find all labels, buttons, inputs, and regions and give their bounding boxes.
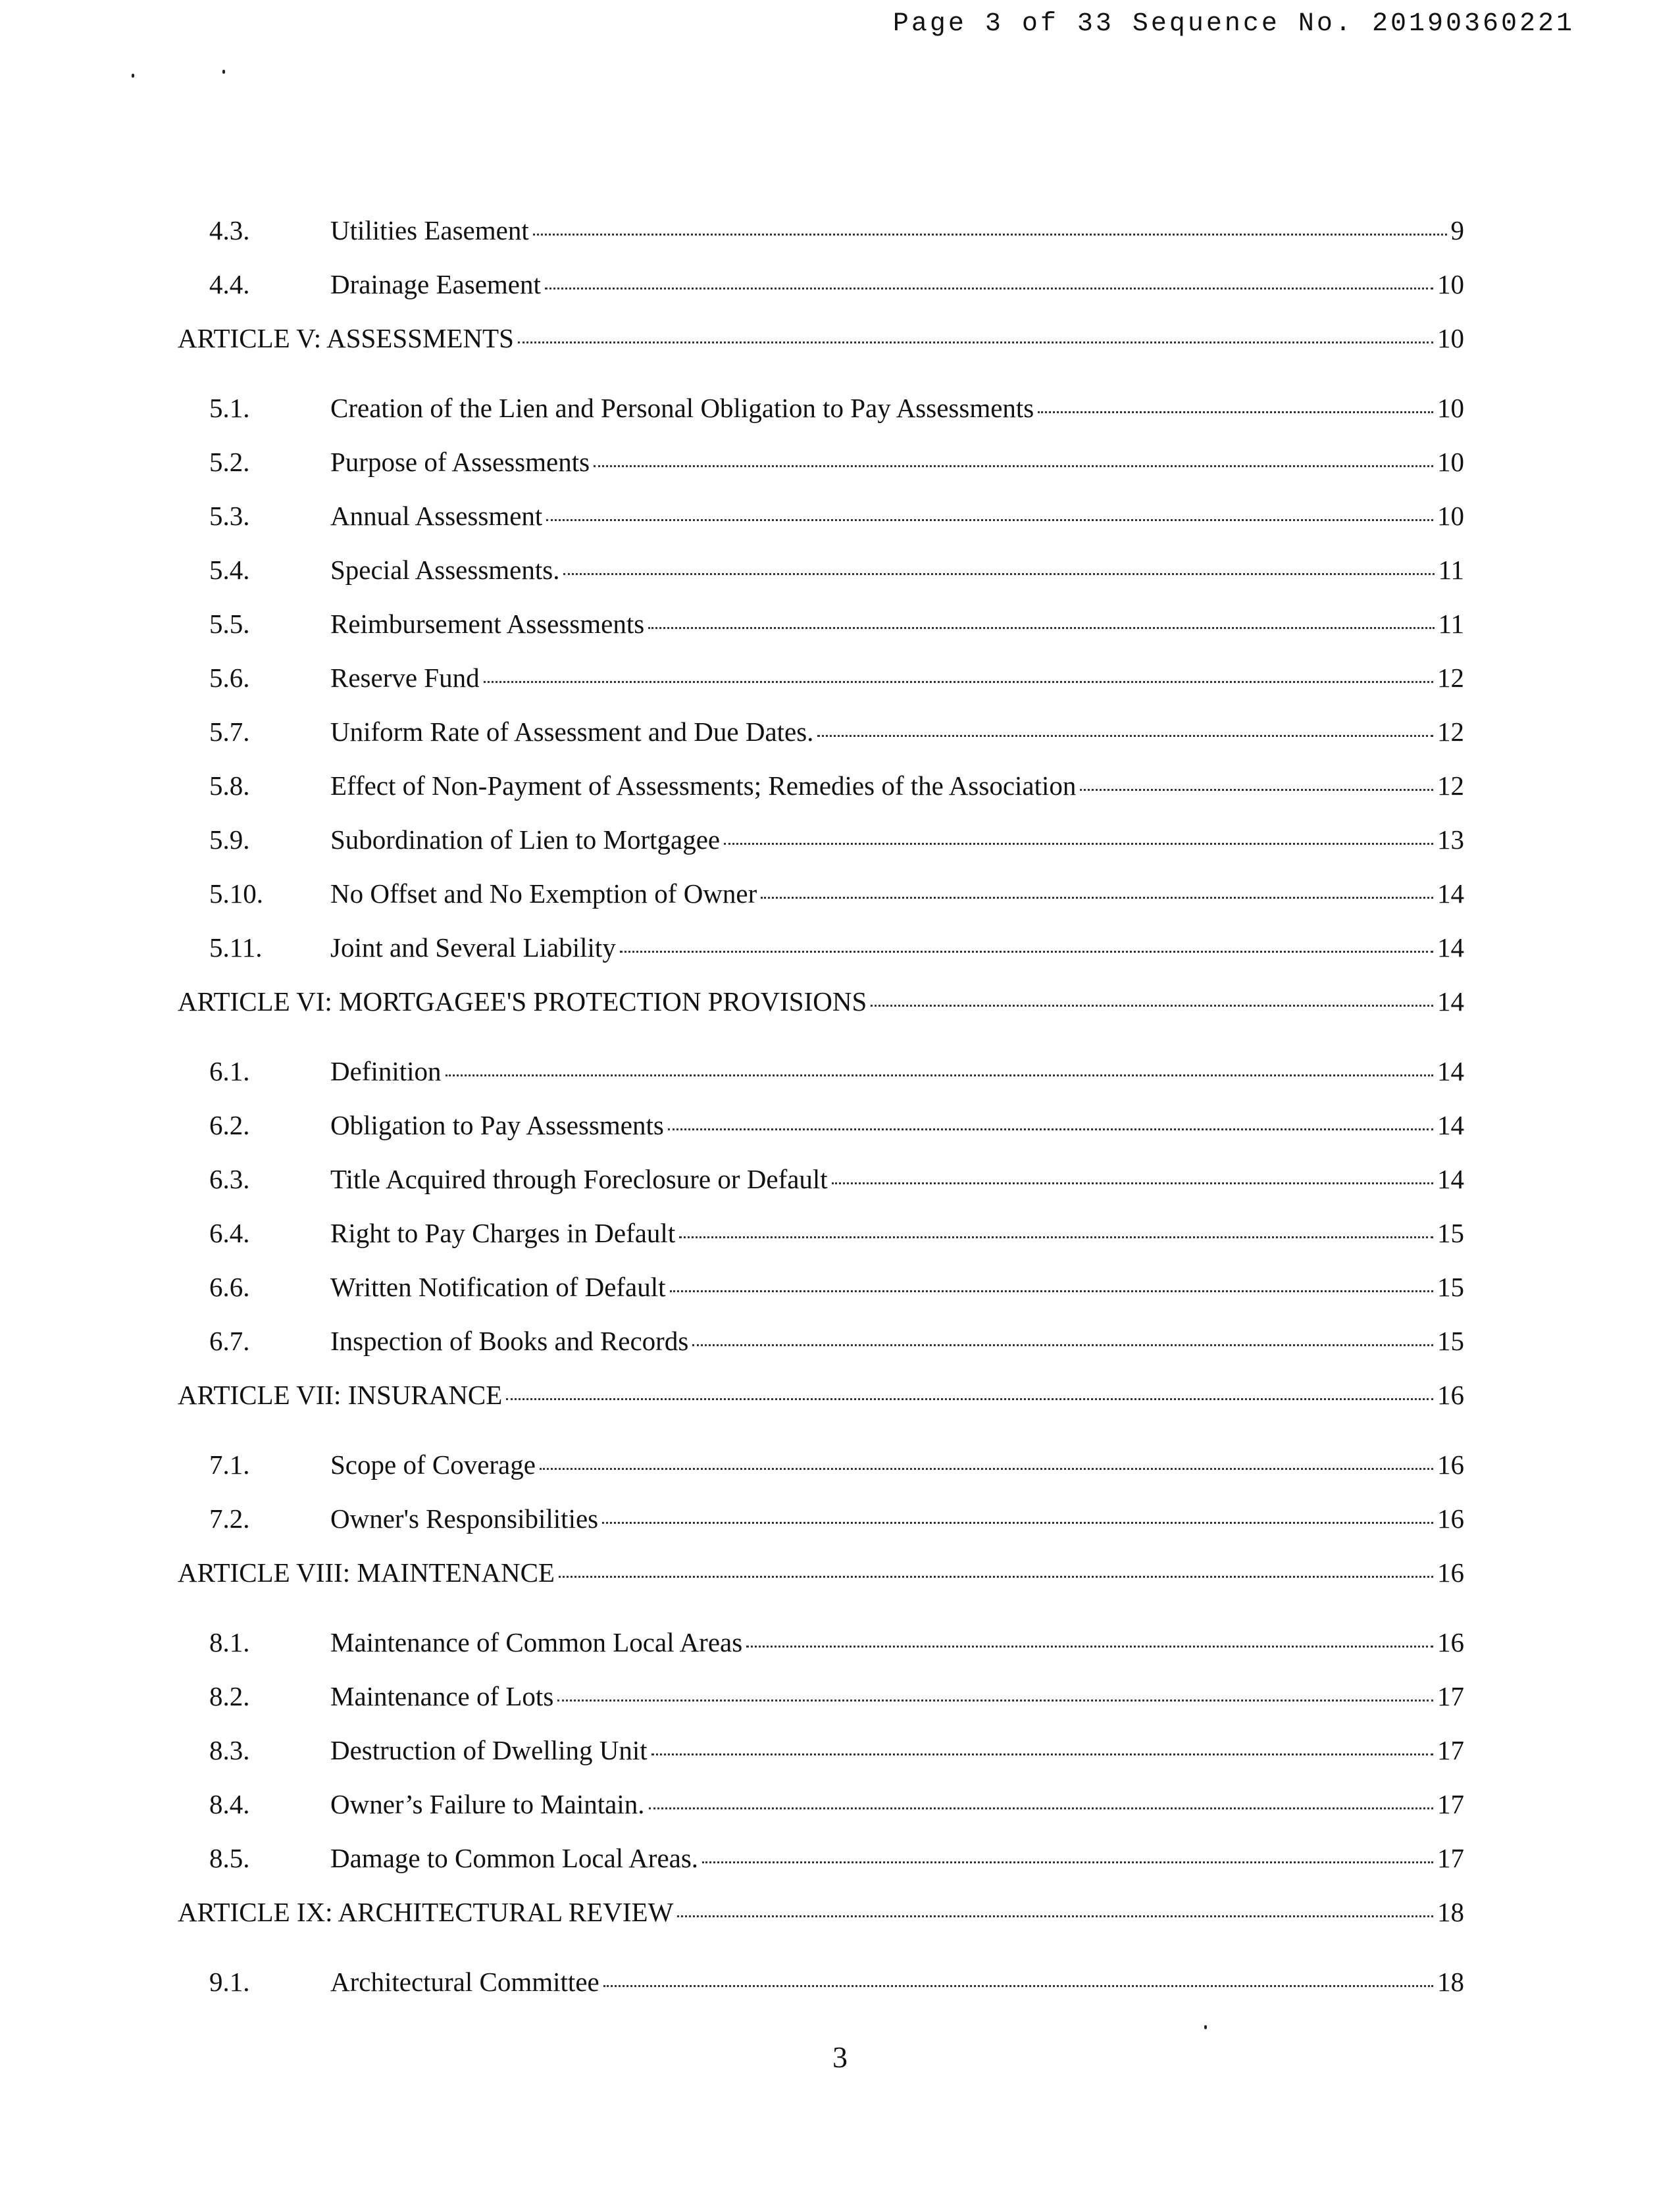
toc-entry-number: 9.1. — [209, 1967, 250, 1997]
toc-entry — [178, 434, 1464, 488]
toc-entry-title: Uniform Rate of Assessment and Due Dates. — [330, 717, 814, 747]
toc-entry — [178, 1097, 1464, 1151]
toc-entry — [178, 1313, 1464, 1367]
toc-entry-number: 6.3. — [209, 1164, 250, 1194]
toc-page-number: 14 — [1437, 1056, 1464, 1086]
toc-entry-title: ARTICLE VI: MORTGAGEE'S PROTECTION PROVISIONS — [178, 986, 867, 1017]
dot-leader — [679, 1236, 1433, 1238]
toc-entry-title-line — [330, 1109, 1464, 1141]
toc-page-number: 17 — [1437, 1843, 1464, 1873]
dot-leader — [668, 1128, 1433, 1130]
toc-entry-title: Effect of Non-Payment of Assessments; Remedies of the Association — [330, 770, 1077, 801]
dot-leader — [702, 1861, 1433, 1863]
toc-entry-title-line — [330, 554, 1464, 586]
dot-leader — [546, 519, 1433, 521]
dot-leader — [724, 843, 1433, 845]
toc-entry — [178, 1723, 1464, 1777]
toc-entry-title-line — [330, 268, 1464, 300]
toc-page-number: 16 — [1437, 1503, 1464, 1534]
toc-entry-title: Maintenance of Common Local Areas — [330, 1627, 743, 1657]
toc-page-number: 11 — [1438, 609, 1464, 639]
toc-page-number: 10 — [1437, 323, 1464, 353]
toc-entry-number: 6.7. — [209, 1326, 250, 1356]
dot-leader — [1080, 789, 1433, 791]
toc-article-heading — [178, 1545, 1464, 1599]
toc-article-heading — [178, 311, 1464, 365]
toc-entry-number: 5.5. — [209, 609, 250, 639]
dot-leader — [545, 288, 1433, 290]
toc-entry-title: Special Assessments. — [330, 555, 560, 585]
toc-page-number: 9 — [1450, 215, 1464, 245]
toc-article-heading — [178, 974, 1464, 1028]
toc-entry-title: Inspection of Books and Records — [330, 1326, 689, 1356]
toc-page-number: 16 — [1437, 1557, 1464, 1588]
toc-entry — [178, 1777, 1464, 1830]
toc-entry — [178, 488, 1464, 542]
toc-entry-title-line — [330, 1055, 1464, 1087]
toc-page-number: 12 — [1437, 770, 1464, 801]
dot-leader — [620, 951, 1433, 953]
toc-article-heading — [178, 1884, 1464, 1938]
toc-entry-title-line — [178, 322, 1464, 354]
toc-entry-number: 6.6. — [209, 1272, 250, 1302]
toc-entry-number: 4.4. — [209, 269, 250, 299]
toc-entry-number: 8.4. — [209, 1789, 250, 1819]
dot-leader — [557, 1700, 1433, 1701]
toc-page-number: 18 — [1437, 1897, 1464, 1927]
dot-leader — [484, 681, 1433, 683]
dot-leader — [445, 1074, 1433, 1076]
dot-leader — [871, 1005, 1433, 1007]
toc-page-number: 14 — [1437, 1110, 1464, 1140]
dot-leader — [651, 1753, 1433, 1755]
toc-page-number: 15 — [1437, 1272, 1464, 1302]
toc-entry — [178, 920, 1464, 974]
toc-entry — [178, 1437, 1464, 1491]
toc-entry-title-line — [330, 1163, 1464, 1195]
toc-entry-title: ARTICLE VIII: MAINTENANCE — [178, 1557, 555, 1588]
dot-leader — [649, 1807, 1434, 1809]
dot-leader — [518, 341, 1433, 343]
toc-entry-title-line — [178, 1557, 1464, 1588]
toc-entry — [178, 380, 1464, 434]
toc-entry-title-line — [178, 1379, 1464, 1411]
toc-entry-title: Purpose of Assessments — [330, 447, 590, 477]
toc-page-number: 13 — [1437, 824, 1464, 855]
toc-entry-number: 5.9. — [209, 824, 250, 855]
toc-entry-number: 4.3. — [209, 215, 250, 245]
toc-entry-number: 6.1. — [209, 1056, 250, 1086]
toc-entry — [178, 1044, 1464, 1097]
toc-page-number: 12 — [1437, 663, 1464, 693]
toc-entry-title: Owner’s Failure to Maintain. — [330, 1789, 645, 1819]
toc-entry-number: 5.1. — [209, 393, 250, 423]
page-number: 3 — [832, 2040, 848, 2074]
toc-entry-title-line — [330, 770, 1464, 801]
toc-entry-number: 5.4. — [209, 555, 250, 585]
toc-page-number: 10 — [1437, 393, 1464, 423]
toc-entry — [178, 1259, 1464, 1313]
toc-entry — [178, 812, 1464, 866]
page-header: Page 3 of 33 Sequence No. 20190360221 — [892, 9, 1575, 39]
dot-leader — [832, 1182, 1433, 1184]
dot-leader — [761, 897, 1433, 899]
toc-entry — [178, 1205, 1464, 1259]
toc-entry-title-line — [330, 662, 1464, 693]
toc-entry-title-line — [330, 878, 1464, 909]
toc-entry-title-line — [330, 214, 1464, 246]
toc-entry-number: 6.4. — [209, 1218, 250, 1248]
scan-speck — [1204, 2025, 1207, 2029]
toc-entry-number: 5.10. — [209, 878, 263, 909]
toc-entry-title: Written Notification of Default — [330, 1272, 666, 1302]
toc-entry-title-line — [330, 1734, 1464, 1766]
toc-entry-title: Reserve Fund — [330, 663, 480, 693]
toc-page-number: 17 — [1437, 1735, 1464, 1765]
toc-entry — [178, 1491, 1464, 1545]
toc-entry — [178, 758, 1464, 812]
toc-entry — [178, 1615, 1464, 1669]
toc-entry — [178, 1669, 1464, 1723]
toc-entry-title: No Offset and No Exemption of Owner — [330, 878, 757, 909]
toc-entry-title-line — [330, 1503, 1464, 1534]
toc-page-number: 14 — [1437, 986, 1464, 1017]
toc-entry-title-line — [330, 716, 1464, 747]
toc-entry-title: Subordination of Lien to Mortgagee — [330, 824, 721, 855]
toc-page-number: 10 — [1437, 269, 1464, 299]
toc-entry-number: 8.1. — [209, 1627, 250, 1657]
dot-leader — [540, 1468, 1433, 1470]
toc-entry-title: ARTICLE V: ASSESSMENTS — [178, 323, 514, 353]
toc-entry-title: Drainage Easement — [330, 269, 541, 299]
toc-entry — [178, 542, 1464, 596]
dot-leader — [648, 627, 1434, 629]
toc-entry-title: Title Acquired through Foreclosure or Default — [330, 1164, 828, 1194]
toc-page-number: 12 — [1437, 717, 1464, 747]
toc-entry-number: 5.3. — [209, 501, 250, 531]
toc-entry-title-line — [330, 1325, 1464, 1357]
dot-leader — [506, 1398, 1433, 1400]
toc-entry-number: 8.3. — [209, 1735, 250, 1765]
toc-entry-title: ARTICLE VII: INSURANCE — [178, 1380, 503, 1410]
toc-entry-title: Maintenance of Lots — [330, 1681, 554, 1711]
dot-leader — [1038, 411, 1433, 413]
dot-leader — [603, 1985, 1433, 1987]
toc-entry-title: Creation of the Lien and Personal Obligation to Pay Assessments — [330, 393, 1034, 423]
toc-article-heading — [178, 1367, 1464, 1421]
dot-leader — [746, 1646, 1433, 1648]
toc-entry-title: Joint and Several Liability — [330, 932, 616, 963]
toc-entry-title-line — [330, 1271, 1464, 1303]
toc-entry-title-line — [330, 1680, 1464, 1712]
dot-leader — [602, 1522, 1433, 1524]
toc-page-number: 15 — [1437, 1326, 1464, 1356]
toc-entry-title: Utilities Easement — [330, 215, 529, 245]
toc-page-number: 18 — [1437, 1967, 1464, 1997]
toc-entry-number: 7.2. — [209, 1503, 250, 1534]
dot-leader — [692, 1344, 1433, 1346]
toc-entry-number: 5.11. — [209, 932, 263, 963]
toc-entry-title-line — [330, 1217, 1464, 1249]
toc-entry — [178, 1954, 1464, 2008]
toc-entry-title-line — [178, 1896, 1464, 1928]
toc-entry-title: Damage to Common Local Areas. — [330, 1843, 699, 1873]
toc-entry-title-line — [330, 500, 1464, 532]
dot-leader — [677, 1915, 1433, 1917]
toc-entry-title-line — [330, 1788, 1464, 1820]
toc-entry-title: Scope of Coverage — [330, 1449, 536, 1480]
toc-entry-title-line — [330, 1966, 1464, 1998]
toc-entry-number: 5.8. — [209, 770, 250, 801]
toc-entry-title: ARTICLE IX: ARCHITECTURAL REVIEW — [178, 1897, 674, 1927]
toc-entry-number: 5.2. — [209, 447, 250, 477]
toc-entry — [178, 203, 1464, 257]
toc-page-number: 16 — [1437, 1627, 1464, 1657]
toc-entry-number: 8.5. — [209, 1843, 250, 1873]
toc-entry-number: 5.7. — [209, 717, 250, 747]
toc-entry — [178, 866, 1464, 920]
toc-entry-number: 8.2. — [209, 1681, 250, 1711]
toc-entry-title-line — [178, 986, 1464, 1017]
toc-page-number: 14 — [1437, 932, 1464, 963]
table-of-contents — [178, 203, 1464, 2008]
toc-page-number: 14 — [1437, 1164, 1464, 1194]
toc-entry-title-line — [330, 1626, 1464, 1658]
dot-leader — [670, 1290, 1433, 1292]
toc-page-number: 17 — [1437, 1681, 1464, 1711]
dot-leader — [563, 573, 1434, 575]
toc-page-number: 10 — [1437, 501, 1464, 531]
toc-entry-title: Architectural Committee — [330, 1967, 599, 1997]
toc-entry — [178, 1830, 1464, 1884]
toc-entry-title-line — [330, 392, 1464, 424]
toc-entry-title: Annual Assessment — [330, 501, 543, 531]
scan-speck — [132, 74, 134, 78]
toc-page-number: 10 — [1437, 447, 1464, 477]
dot-leader — [594, 465, 1433, 467]
dot-leader — [817, 735, 1433, 737]
dot-leader — [533, 234, 1447, 236]
toc-page-number: 11 — [1438, 555, 1464, 585]
toc-entry-title-line — [330, 608, 1464, 640]
toc-page-number: 15 — [1437, 1218, 1464, 1248]
toc-entry-number: 7.1. — [209, 1449, 250, 1480]
toc-page-number: 17 — [1437, 1789, 1464, 1819]
toc-entry-number: 6.2. — [209, 1110, 250, 1140]
dot-leader — [559, 1576, 1433, 1578]
toc-entry — [178, 1151, 1464, 1205]
toc-page-number: 16 — [1437, 1449, 1464, 1480]
toc-entry-title: Owner's Responsibilities — [330, 1503, 599, 1534]
toc-entry — [178, 704, 1464, 758]
toc-entry-title-line — [330, 446, 1464, 478]
toc-entry-number: 5.6. — [209, 663, 250, 693]
toc-entry — [178, 596, 1464, 650]
toc-entry-title-line — [330, 1449, 1464, 1480]
scan-speck — [222, 70, 225, 74]
toc-entry-title: Destruction of Dwelling Unit — [330, 1735, 648, 1765]
toc-entry-title: Definition — [330, 1056, 442, 1086]
toc-entry-title-line — [330, 1842, 1464, 1874]
toc-entry — [178, 650, 1464, 704]
toc-entry-title-line — [330, 932, 1464, 963]
toc-entry-title: Obligation to Pay Assessments — [330, 1110, 664, 1140]
toc-entry-title: Reimbursement Assessments — [330, 609, 645, 639]
toc-entry — [178, 257, 1464, 311]
toc-entry-title-line — [330, 824, 1464, 855]
toc-page-number: 16 — [1437, 1380, 1464, 1410]
toc-page-number: 14 — [1437, 878, 1464, 909]
toc-entry-title: Right to Pay Charges in Default — [330, 1218, 676, 1248]
